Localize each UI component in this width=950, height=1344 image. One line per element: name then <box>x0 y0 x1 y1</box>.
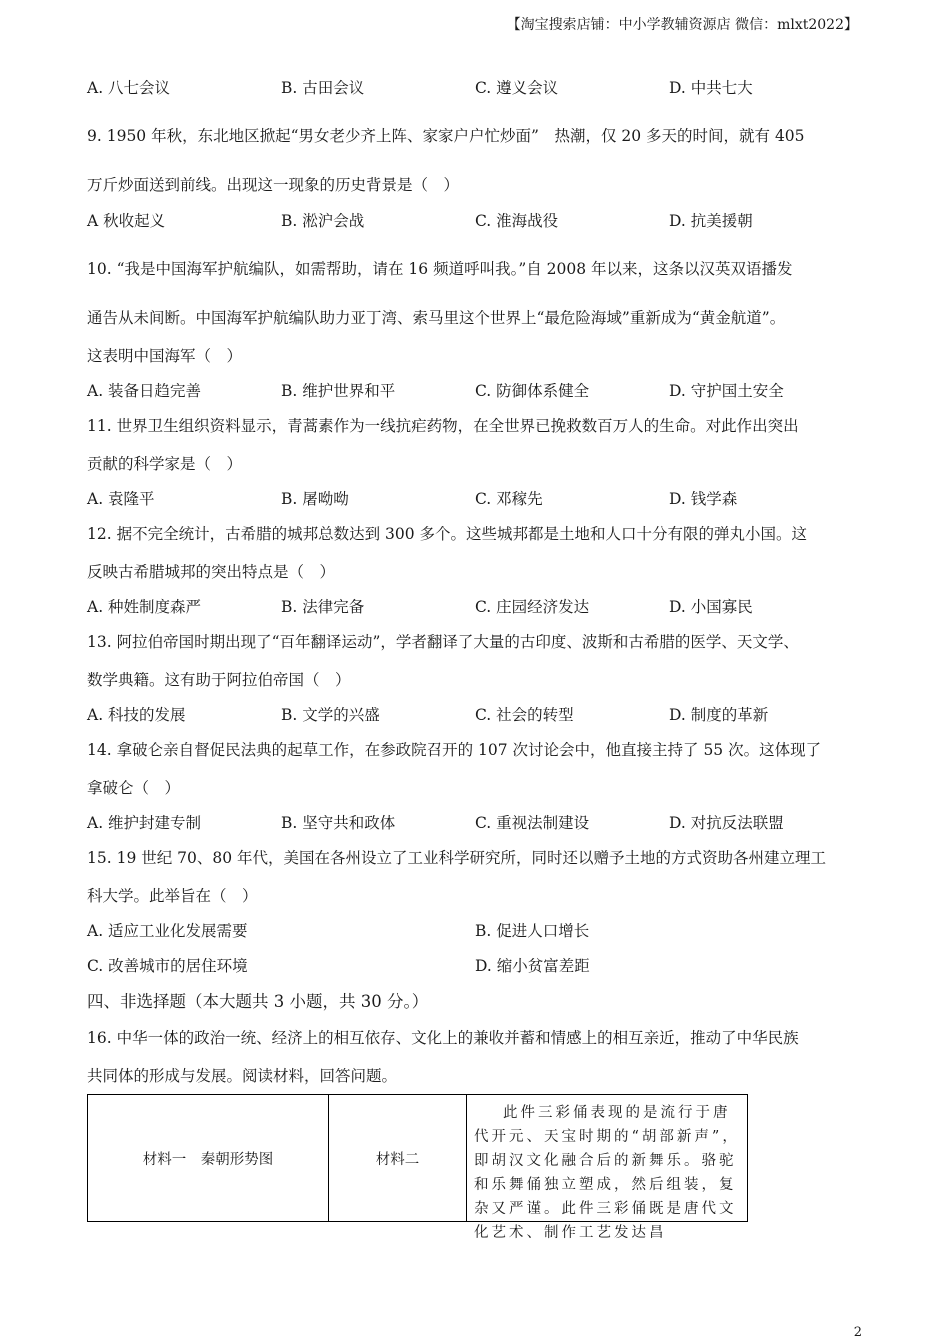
q12-stem-line-1: 12. 据不完全统计，古希腊的城邦总数达到 300 多个。这些城邦都是土地和人口十分有限的弹丸小国。这 <box>87 525 808 543</box>
q8-option-a: A. 八七会议 <box>87 79 171 97</box>
q10-option-d: D. 守护国土安全 <box>669 382 784 400</box>
page-header-watermark: 【淘宝搜索店铺：中小学教辅资源店 微信：mlxt2022】 <box>506 17 858 33</box>
q9-option-b: B. 淞沪会战 <box>281 212 365 230</box>
q15-stem-line-2: 科大学。此举旨在（ ） <box>87 887 258 905</box>
q14-stem-line-2: 拿破仑（ ） <box>87 779 181 797</box>
q12-option-d: D. 小国寡民 <box>669 598 753 616</box>
q11-option-b: B. 屠呦呦 <box>281 490 349 508</box>
q9-stem-line-1: 9. 1950 年秋，东北地区掀起“男女老少齐上阵、家家户户忙炒面” 热潮，仅 20 多天的时间，就有 405 <box>87 127 805 145</box>
materials-table <box>87 1094 748 1241</box>
q11-option-a: A. 袁隆平 <box>87 490 155 508</box>
q12-option-b: B. 法律完备 <box>281 598 365 616</box>
q15-option-a: A. 适应工业化发展需要 <box>87 922 248 940</box>
q12-stem-line-2: 反映古希腊城邦的突出特点是（ ） <box>87 563 336 581</box>
q13-stem-line-1: 13. 阿拉伯帝国时期出现了“百年翻译运动”，学者翻译了大量的古印度、波斯和古希腊的医学、天文学、 <box>87 633 799 651</box>
q13-option-b: B. 文学的兴盛 <box>281 706 380 724</box>
material-two-label: 材料二 <box>375 1151 420 1168</box>
q15-stem-line-1: 15. 19 世纪 70、80 年代，美国在各州设立了工业科学研究所，同时还以赠予土地的方式资助各州建立理工 <box>87 849 827 867</box>
q8-option-c: C. 遵义会议 <box>475 79 559 97</box>
material-two-cell <box>329 1095 467 1222</box>
q11-stem-line-2: 贡献的科学家是（ ） <box>87 455 243 473</box>
q9-option-c: C. 淮海战役 <box>475 212 559 230</box>
q9-option-a: A 秋收起义 <box>87 212 166 230</box>
q8-option-b: B. 古田会议 <box>281 79 365 97</box>
q10-option-a: A. 装备日趋完善 <box>87 382 202 400</box>
q13-stem-line-2: 数学典籍。这有助于阿拉伯帝国（ ） <box>87 671 351 689</box>
material-two-text-cell <box>467 1095 748 1241</box>
material-one-cell <box>88 1095 329 1222</box>
q15-option-d: D. 缩小贫富差距 <box>475 957 590 975</box>
q16-stem-line-1: 16. 中华一体的政治一统、经济上的相互依存、文化上的兼收并蓄和情感上的相互亲近，推动了中华民族 <box>87 1029 799 1047</box>
q16-stem-line-2: 共同体的形成与发展。阅读材料，回答问题。 <box>87 1067 398 1085</box>
q8-option-d: D. 中共七大 <box>669 79 753 97</box>
q14-stem-line-1: 14. 拿破仑亲自督促民法典的起草工作，在参政院召开的 107 次讨论会中，他直接主持了 55 次。这体现了 <box>87 741 822 759</box>
q13-option-d: D. 制度的革新 <box>669 706 769 724</box>
q15-option-c: C. 改善城市的居住环境 <box>87 957 248 975</box>
q11-option-d: D. 钱学森 <box>669 490 738 508</box>
page-number: 2 <box>853 1325 862 1340</box>
q15-option-b: B. 促进人口增长 <box>475 922 590 940</box>
q10-stem-line-2: 通告从未间断。中国海军护航编队助力亚丁湾、索马里这个世界上“最危险海域”重新成为“黄金航道”。 <box>87 309 786 327</box>
q10-stem-line-3: 这表明中国海军（ ） <box>87 347 243 365</box>
q11-stem-line-1: 11. 世界卫生组织资料显示，青蒿素作为一线抗疟药物，在全世界已挽救数百万人的生命。对此作出突出 <box>87 417 799 435</box>
q13-option-a: A. 科技的发展 <box>87 706 186 724</box>
material-one-label: 材料一 秦朝形势图 <box>142 1151 274 1168</box>
q10-stem-line-1: 10. “我是中国海军护航编队，如需帮助，请在 16 频道呼叫我。”自 2008 年以来，这条以汉英双语播发 <box>87 260 793 278</box>
q9-stem-line-2: 万斤炒面送到前线。出现这一现象的历史背景是（ ） <box>87 176 460 194</box>
q10-option-c: C. 防御体系健全 <box>475 382 590 400</box>
q13-option-c: C. 社会的转型 <box>475 706 574 724</box>
q14-option-b: B. 坚守共和政体 <box>281 814 396 832</box>
q14-option-a: A. 维护封建专制 <box>87 814 202 832</box>
q12-option-a: A. 种姓制度森严 <box>87 598 202 616</box>
q10-option-b: B. 维护世界和平 <box>281 382 396 400</box>
q14-option-c: C. 重视法制建设 <box>475 814 590 832</box>
material-two-description: 此件三彩俑表现的是流行于唐代开元、天宝时期的“胡部新声”，即胡汉文化融合后的新舞乐。骆驼和乐舞俑独立塑成，然后组装，复杂又严谨。此件三彩俑既是唐代文化艺术、制作工艺发达昌 <box>474 1105 740 1241</box>
q14-option-d: D. 对抗反法联盟 <box>669 814 784 832</box>
q11-option-c: C. 邓稼先 <box>475 490 543 508</box>
q9-option-d: D. 抗美援朝 <box>669 212 753 230</box>
section-4-title: 四、非选择题（本大题共 3 小题，共 30 分。） <box>87 992 429 1011</box>
q12-option-c: C. 庄园经济发达 <box>475 598 590 616</box>
